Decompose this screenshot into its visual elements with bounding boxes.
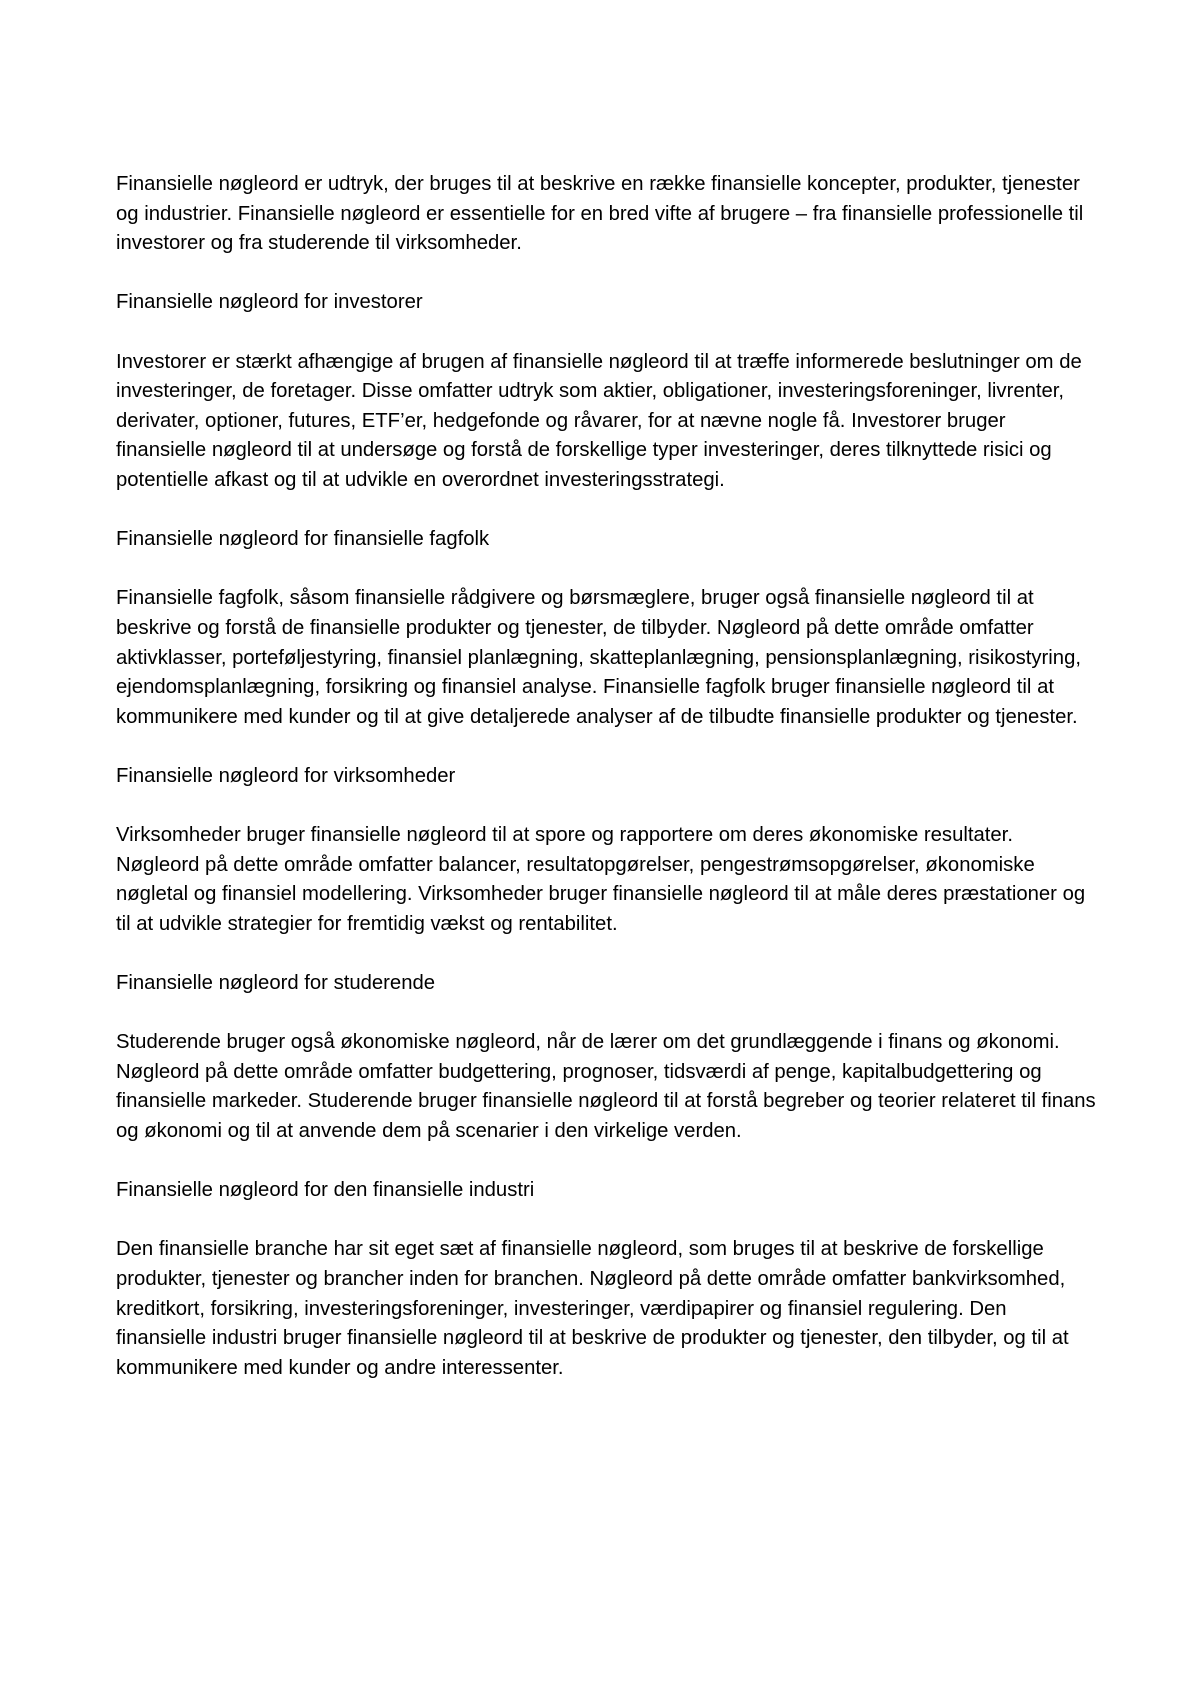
paragraph-gap (116, 259, 1100, 289)
paragraph-gap (116, 791, 1100, 821)
paragraph-gap (116, 939, 1100, 969)
section-heading-students: Finansielle nøgleord for studerende (116, 972, 436, 995)
paragraph-gap (116, 555, 1100, 585)
paragraph-gap (116, 1206, 1100, 1236)
section-body-investors: Investorer er stærkt afhængige af brugen af finansielle nøgleord til at træffe informerede beslutninger om de investeringer, de foretager. Disse omfatter udtryk som aktier, obligationer, investeringsforeninger, livrenter, derivater, optioner, futures, ETF’er, hedgefonde og råvarer, for at nævne nogle få. Investorer bruger finansielle nøgleord til at undersøge og forstå de forskellige typer investeringer, deres tilknyttede risici og potentielle afkast og til at udvikle en overordnet investeringsstrategi. (116, 350, 1082, 491)
paragraph-gap (116, 732, 1100, 762)
paragraph-gap (116, 999, 1100, 1029)
section-body-professionals: Finansielle fagfolk, såsom finansielle rådgivere og børsmæglere, bruger også finansielle nøgleord til at beskrive og forstå de finansielle produkter og tjenester, de tilbyder. Nøgleord på dette område omfatter aktivklasser, porteføljestyring, finansiel planlægning, skatteplanlægning, pensionsplanlægning, risikostyring, ejendomsplanlægning, forsikring og finansiel analyse. Finansielle fagfolk bruger finansielle nøgleord til at kommunikere med kunder og til at give detaljerede analyser af de tilbudte finansielle produkter og tjenester. (116, 587, 1082, 728)
paragraph-gap (116, 496, 1100, 526)
section-body-industry: Den finansielle branche har sit eget sæt af finansielle nøgleord, som bruges til at beskrive de forskellige produkter, tjenester og brancher inden for branchen. Nøgleord på dette område omfatter bankvirksomhed, kreditkort, forsikring, investeringsforeninger, investeringer, værdipapirer og finansiel regulering. Den finansielle industri bruger finansielle nøgleord til at beskrive de produkter og tjenester, den tilbyder, og til at kommunikere med kunder og andre interessenter. (116, 1238, 1069, 1379)
paragraph-gap (116, 318, 1100, 348)
section-heading-industry: Finansielle nøgleord for den finansielle industri (116, 1179, 535, 1202)
section-heading-companies: Finansielle nøgleord for virksomheder (116, 764, 456, 787)
section-body-companies: Virksomheder bruger finansielle nøgleord til at spore og rapportere om deres økonomiske resultater. Nøgleord på dette område omfatter balancer, resultatopgørelser, pengestrømsopgørelser, økonomiske nøgletal og finansiel modellering. Virksomheder bruger finansielle nøgleord til at måle deres præstationer og til at udvikle strategier for fremtidig vækst og rentabilitet. (116, 824, 1086, 935)
section-heading-professionals: Finansielle nøgleord for finansielle fagfolk (116, 528, 490, 551)
section-body-students: Studerende bruger også økonomiske nøgleord, når de lærer om det grundlæggende i finans og økonomi. Nøgleord på dette område omfatter budgettering, prognoser, tidsværdi af penge, kapitalbudgettering og finansielle markeder. Studerende bruger finansielle nøgleord til at forstå begreber og teorier relateret til finans og økonomi og til at anvende dem på scenarier i den virkelige verden. (116, 1031, 1096, 1142)
paragraph-gap (116, 1147, 1100, 1177)
intro-paragraph: Finansielle nøgleord er udtryk, der bruges til at beskrive en række finansielle koncepter, produkter, tjenester og industrier. Finansielle nøgleord er essentielle for en bred vifte af brugere – fra finansielle professionelle til investorer og fra studerende til virksomheder. (116, 173, 1084, 255)
section-heading-investors: Finansielle nøgleord for investorer (116, 291, 423, 314)
